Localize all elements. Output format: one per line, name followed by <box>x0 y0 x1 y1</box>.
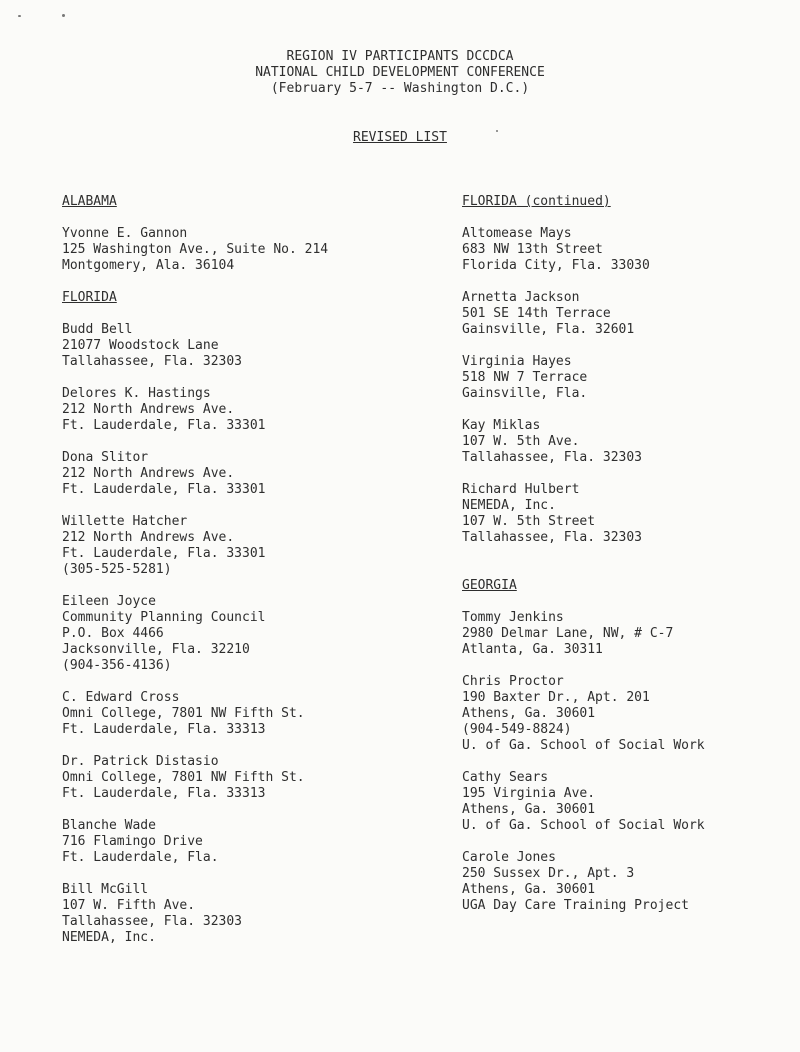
entry-line: U. of Ga. School of Social Work <box>462 818 705 833</box>
entry-line: Athens, Ga. 30601 <box>462 882 596 897</box>
participant-entry <box>62 322 392 370</box>
entry-line: 501 SE 14th Terrace <box>462 306 611 321</box>
section-spacer <box>462 562 792 578</box>
entry-line: 683 NW 13th Street <box>462 242 603 257</box>
entry-line: Ft. Lauderdale, Fla. 33301 <box>62 482 266 497</box>
entry-line: 125 Washington Ave., Suite No. 214 <box>62 242 329 257</box>
entry-line: (305-525-5281) <box>62 562 172 577</box>
title-line-3: (February 5-7 -- Washington D.C.) <box>270 81 530 96</box>
entry-line: Ft. Lauderdale, Fla. 33301 <box>62 418 266 433</box>
entry-line: Tallahassee, Fla. 32303 <box>62 354 243 369</box>
entry-line: Ft. Lauderdale, Fla. 33301 <box>62 546 266 561</box>
entry-line: 212 North Andrews Ave. <box>62 530 235 545</box>
participant-entry <box>62 226 392 274</box>
entry-line: Tallahassee, Fla. 32303 <box>62 914 243 929</box>
title-line-1: REGION IV PARTICIPANTS DCCDCA <box>286 49 514 64</box>
entry-line: Omni College, 7801 NW Fifth St. <box>62 706 305 721</box>
entry-line: (904-549-8824) <box>462 722 572 737</box>
right-column <box>462 194 792 930</box>
entry-line: Carole Jones <box>462 850 556 865</box>
entry-line: Community Planning Council <box>62 610 266 625</box>
entry-line: Budd Bell <box>62 322 133 337</box>
entry-line: Ft. Lauderdale, Fla. 33313 <box>62 722 266 737</box>
entry-line: Cathy Sears <box>462 770 549 785</box>
entry-line: 107 W. 5th Ave. <box>462 434 580 449</box>
participant-entry <box>62 690 392 738</box>
entry-line: Eileen Joyce <box>62 594 156 609</box>
entry-line: 2980 Delmar Lane, NW, # C-7 <box>462 626 674 641</box>
entry-line: Willette Hatcher <box>62 514 188 529</box>
entry-line: (904-356-4136) <box>62 658 172 673</box>
entry-line: 716 Flamingo Drive <box>62 834 203 849</box>
entry-line: Virginia Hayes <box>462 354 572 369</box>
participant-entry <box>462 770 792 834</box>
scan-speck <box>62 14 65 17</box>
scan-speck <box>18 15 21 17</box>
entry-line: Arnetta Jackson <box>462 290 580 305</box>
participant-entry <box>62 754 392 802</box>
entry-line: Montgomery, Ala. 36104 <box>62 258 235 273</box>
entry-line: Kay Miklas <box>462 418 541 433</box>
participant-entry <box>462 610 792 658</box>
participant-entry <box>462 674 792 754</box>
entry-line: 518 NW 7 Terrace <box>462 370 588 385</box>
entry-line: Athens, Ga. 30601 <box>462 802 596 817</box>
entry-line: Delores K. Hastings <box>62 386 211 401</box>
participant-entry <box>62 450 392 498</box>
entry-line: C. Edward Cross <box>62 690 180 705</box>
entry-line: 107 W. Fifth Ave. <box>62 898 196 913</box>
entry-line: Athens, Ga. 30601 <box>462 706 596 721</box>
entry-line: Chris Proctor <box>462 674 564 689</box>
left-column <box>62 194 392 962</box>
entry-line: Altomease Mays <box>462 226 572 241</box>
entry-line: 212 North Andrews Ave. <box>62 466 235 481</box>
entry-line: 21077 Woodstock Lane <box>62 338 219 353</box>
entry-line: Blanche Wade <box>62 818 156 833</box>
participant-entry <box>62 514 392 578</box>
revised-list-label <box>0 130 800 145</box>
entry-line: U. of Ga. School of Social Work <box>462 738 705 753</box>
entry-line: Bill McGill <box>62 882 149 897</box>
entry-line: 107 W. 5th Street <box>462 514 596 529</box>
entry-line: Ft. Lauderdale, Fla. 33313 <box>62 786 266 801</box>
continued-note: (continued) <box>516 194 611 209</box>
entry-line: Florida City, Fla. 33030 <box>462 258 650 273</box>
document-title <box>0 49 800 97</box>
participant-entry <box>462 482 792 546</box>
participant-entry <box>62 594 392 674</box>
entry-line: 190 Baxter Dr., Apt. 201 <box>462 690 650 705</box>
entry-line: Ft. Lauderdale, Fla. <box>62 850 219 865</box>
entry-line: NEMEDA, Inc. <box>62 930 156 945</box>
entry-line: Yvonne E. Gannon <box>62 226 188 241</box>
participant-entry <box>62 882 392 946</box>
state-heading-florida: FLORIDA <box>62 290 117 305</box>
revised-list-text: REVISED LIST <box>353 130 447 145</box>
state-heading-florida-continued <box>462 194 792 210</box>
participant-entry <box>62 818 392 866</box>
entry-line: NEMEDA, Inc. <box>462 498 556 513</box>
entry-line: P.O. Box 4466 <box>62 626 164 641</box>
participant-entry <box>462 418 792 466</box>
entry-line: Omni College, 7801 NW Fifth St. <box>62 770 305 785</box>
participant-entry <box>462 226 792 274</box>
participant-entry <box>462 354 792 402</box>
state-heading-alabama: ALABAMA <box>62 194 117 209</box>
entry-line: Tommy Jenkins <box>462 610 564 625</box>
entry-line: Dona Slitor <box>62 450 149 465</box>
entry-line: 195 Virginia Ave. <box>462 786 596 801</box>
entry-line: 212 North Andrews Ave. <box>62 402 235 417</box>
participant-entry <box>62 386 392 434</box>
entry-line: Dr. Patrick Distasio <box>62 754 219 769</box>
entry-line: Atlanta, Ga. 30311 <box>462 642 603 657</box>
entry-line: Richard Hulbert <box>462 482 580 497</box>
entry-line: Jacksonville, Fla. 32210 <box>62 642 250 657</box>
participant-entry <box>462 290 792 338</box>
entry-line: Gainsville, Fla. <box>462 386 588 401</box>
state-heading-georgia: GEORGIA <box>462 578 517 593</box>
title-line-2: NATIONAL CHILD DEVELOPMENT CONFERENCE <box>255 65 545 80</box>
entry-line: Tallahassee, Fla. 32303 <box>462 530 643 545</box>
entry-line: 250 Sussex Dr., Apt. 3 <box>462 866 635 881</box>
entry-line: Gainsville, Fla. 32601 <box>462 322 635 337</box>
participant-entry <box>462 850 792 914</box>
entry-line: UGA Day Care Training Project <box>462 898 689 913</box>
state-heading-text: FLORIDA <box>462 194 517 209</box>
entry-line: Tallahassee, Fla. 32303 <box>462 450 643 465</box>
